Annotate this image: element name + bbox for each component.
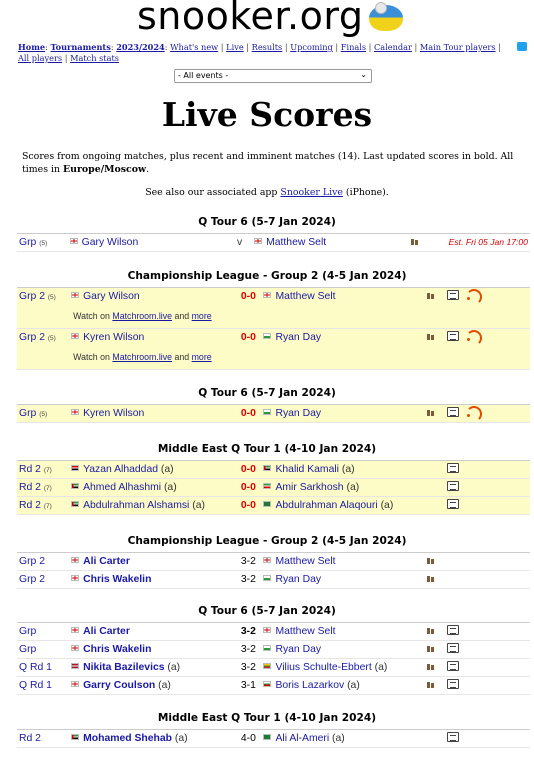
amateur-tag: (a) [161, 482, 177, 493]
score-table [17, 404, 530, 423]
score[interactable]: 3-2 [235, 641, 261, 659]
icon-cell [420, 553, 442, 571]
player-2-cell [261, 659, 419, 677]
score[interactable]: 0-0 [235, 461, 261, 479]
player-2-name[interactable]: Boris Lazarkov [275, 680, 345, 691]
frame-scores-icon[interactable] [447, 625, 459, 635]
best-of: (7) [43, 503, 52, 510]
player-1-cell [69, 730, 235, 748]
round-cell[interactable] [17, 497, 69, 515]
player-2-cell [261, 288, 419, 306]
player-1-cell [69, 659, 235, 677]
player-2-cell [261, 571, 419, 589]
extra-cell [464, 659, 530, 677]
player-2-name[interactable]: Matthew Selt [275, 556, 336, 567]
flag-icon [71, 501, 79, 507]
player-1-cell [69, 497, 235, 515]
watch-and: and [172, 311, 192, 322]
nav-upcoming[interactable]: Upcoming [290, 42, 333, 52]
round-cell[interactable] [17, 288, 69, 306]
score[interactable]: 0-0 [235, 288, 261, 306]
score[interactable]: 0-0 [235, 405, 261, 423]
see-also-suffix: (iPhone). [342, 187, 389, 198]
spacer-cell [17, 347, 69, 370]
round-label[interactable]: Q Rd 1 [19, 680, 52, 691]
frame-scores-icon[interactable] [447, 661, 459, 671]
section-title: Championship League - Group 2 (4-5 Jan 2024) [127, 270, 407, 282]
best-of: (5) [47, 294, 56, 302]
round-cell[interactable] [17, 571, 69, 589]
flag-icon [71, 645, 79, 651]
icon-cell [420, 571, 442, 589]
score[interactable]: 3-2 [235, 659, 261, 677]
player-2-name[interactable]: Ali Al-Ameri [275, 733, 330, 744]
score-table [17, 729, 530, 748]
player-2-name[interactable]: Ryan Day [275, 332, 322, 344]
app-link[interactable]: Snooker Live [280, 187, 343, 198]
match-row[interactable] [17, 730, 530, 748]
player-2-name[interactable]: Vilius Schulte-Ebbert [275, 662, 372, 673]
icon-cell [442, 571, 464, 589]
icon-cell [442, 677, 464, 695]
score[interactable]: 0-0 [235, 329, 261, 347]
icon-cell [420, 461, 442, 479]
round-label[interactable]: Rd 2 [19, 500, 41, 511]
player-1-cell [68, 234, 228, 252]
watch-row [17, 306, 530, 329]
score-table [17, 233, 530, 252]
nav-all-players[interactable]: All players [18, 53, 63, 63]
estimated-start: Est. Fri 05 Jan 17:00 [448, 237, 528, 247]
player-1-cell [69, 677, 235, 695]
frame-scores-icon[interactable] [447, 499, 459, 509]
player-1-cell [69, 329, 235, 347]
round-cell[interactable] [17, 659, 69, 677]
player-2-name[interactable]: Matthew Selt [275, 626, 336, 637]
icon-cell [420, 730, 442, 748]
icon-cell [442, 553, 464, 571]
player-1-cell [69, 405, 235, 423]
player-2-cell [261, 623, 419, 641]
stats-icon[interactable] [426, 627, 436, 634]
logo-text[interactable]: snooker.org [137, 0, 364, 38]
player-1-name[interactable]: Gary Wilson [81, 237, 139, 248]
match-row[interactable] [17, 553, 530, 571]
icon-cell [404, 234, 425, 252]
extra-cell [464, 623, 530, 641]
player-2-cell [261, 405, 419, 423]
icon-cell [442, 288, 464, 306]
round-cell[interactable] [17, 623, 69, 641]
icon-cell [442, 329, 464, 347]
score[interactable]: v [227, 234, 252, 252]
flag-icon [263, 483, 271, 489]
nav-whats-new[interactable]: What's new [170, 42, 219, 52]
player-1-name[interactable]: Nikita Bazilevics [83, 662, 165, 673]
watch-text [71, 311, 212, 321]
frame-scores-icon[interactable] [447, 679, 459, 689]
icon-cell [442, 623, 464, 641]
nav-finals[interactable]: Finals [340, 42, 367, 52]
player-1-cell [69, 479, 235, 497]
icon-cell [420, 288, 442, 306]
stats-icon[interactable] [426, 292, 436, 299]
flag-icon [263, 292, 271, 298]
amateur-tag: (a) [158, 464, 174, 475]
stats-icon[interactable] [426, 575, 436, 582]
extra-cell [464, 571, 530, 589]
match-row[interactable] [17, 234, 530, 252]
watch-cell [69, 306, 530, 329]
extra-cell [464, 461, 530, 479]
stats-icon[interactable] [426, 681, 436, 688]
match-row[interactable] [17, 329, 530, 347]
round-cell[interactable] [17, 329, 69, 347]
flag-icon [70, 238, 78, 244]
score-table [17, 552, 530, 589]
site-logo[interactable] [0, 0, 534, 40]
icon-cell [420, 677, 442, 695]
best-of: (7) [43, 467, 52, 474]
round-cell[interactable] [17, 234, 68, 252]
watch-text [71, 352, 212, 362]
extra-cell [464, 641, 530, 659]
icon-cell [442, 730, 464, 748]
flag-icon [71, 483, 79, 489]
player-2-name[interactable]: Amir Sarkhosh [275, 482, 344, 493]
flag-icon [263, 734, 271, 740]
chevron-down-icon: ⌄ [360, 70, 367, 79]
section-title: Q Tour 6 (5-7 Jan 2024) [198, 605, 336, 617]
live-stream-icon[interactable] [466, 290, 478, 300]
amateur-tag: (a) [338, 464, 355, 475]
nav-match-stats[interactable]: Match stats [70, 53, 119, 63]
stats-icon[interactable] [426, 557, 436, 564]
live-stream-icon[interactable] [466, 407, 478, 417]
player-1-cell [69, 641, 235, 659]
round-label[interactable]: Grp [19, 626, 37, 637]
frame-scores-icon[interactable] [447, 732, 459, 742]
match-row[interactable] [17, 641, 530, 659]
watch-prefix: Watch on [73, 352, 113, 363]
extra-cell [464, 553, 530, 571]
extra-cell [464, 730, 530, 748]
icon-cell [420, 641, 442, 659]
round-label[interactable]: Q Rd 1 [19, 662, 52, 673]
nav-calendar[interactable]: Calendar [374, 42, 412, 52]
amateur-tag: (a) [164, 662, 181, 673]
twitter-icon[interactable] [517, 42, 527, 51]
best-of: (5) [47, 335, 56, 343]
flag-icon [71, 663, 79, 669]
flag-icon [263, 681, 271, 687]
nav-home[interactable]: Home [18, 42, 46, 52]
score[interactable]: 0-0 [235, 479, 261, 497]
spacer-cell [17, 306, 69, 329]
round-cell[interactable] [17, 553, 69, 571]
player-1-name[interactable]: Mohamed Shehab [83, 733, 173, 744]
score[interactable]: 3-2 [235, 571, 261, 589]
best-of: (5) [39, 411, 48, 418]
player-2-name[interactable]: Khalid Kamali [275, 464, 339, 475]
see-also-prefix: See also our associated app [145, 187, 281, 198]
round-label[interactable]: Grp 2 [19, 556, 45, 567]
icon-cell [442, 659, 464, 677]
timezone: Europe/Moscow [63, 164, 147, 175]
match-row[interactable] [17, 288, 530, 306]
player-2-cell [261, 497, 419, 515]
event-select-value: - All events - [178, 71, 229, 80]
round-label[interactable]: Grp 2 [19, 291, 45, 303]
intro-prefix: Scores from ongoing matches, plus recent and imminent matches (14). Last updated scores in bold. All times in [22, 151, 514, 175]
extra-cell [464, 405, 530, 423]
extra-cell [464, 288, 530, 306]
score-table [17, 622, 530, 695]
intro-text [22, 150, 514, 176]
player-2-name[interactable]: Ryan Day [275, 408, 322, 419]
icon-cell [426, 234, 447, 252]
player-2-cell [261, 479, 419, 497]
player-2-cell [261, 677, 419, 695]
player-1-name[interactable]: Abdulrahman Alshamsi [83, 500, 190, 511]
player-2-name[interactable]: Matthew Selt [266, 237, 327, 248]
icon-cell [442, 479, 464, 497]
nav-tournaments[interactable]: Tournaments [50, 42, 111, 52]
stats-icon[interactable] [426, 645, 436, 652]
extra-cell [464, 479, 530, 497]
player-2-name[interactable]: Ryan Day [275, 574, 322, 585]
match-row[interactable] [17, 571, 530, 589]
amateur-tag: (a) [343, 482, 360, 493]
watch-cell [69, 347, 530, 370]
flag-icon [263, 627, 271, 633]
icon-cell [420, 405, 442, 423]
section-title: Q Tour 6 (5-7 Jan 2024) [198, 216, 336, 228]
icon-cell [420, 479, 442, 497]
score[interactable]: 0-0 [235, 497, 261, 515]
extra-cell [464, 497, 530, 515]
round-cell[interactable] [17, 405, 69, 423]
player-1-name[interactable]: Chris Wakelin [83, 574, 152, 585]
player-1-cell [69, 288, 235, 306]
nav-results[interactable]: Results [251, 42, 283, 52]
flag-icon [71, 409, 79, 415]
player-1-name[interactable]: Kyren Wilson [83, 332, 145, 344]
match-row[interactable] [17, 461, 530, 479]
flag-icon [263, 557, 271, 563]
round-label[interactable]: Grp 2 [19, 574, 45, 585]
player-2-cell [261, 461, 419, 479]
icon-cell [420, 497, 442, 515]
event-select[interactable] [174, 69, 372, 83]
section-title: Q Tour 6 (5-7 Jan 2024) [198, 387, 336, 399]
score[interactable]: 4-0 [235, 730, 261, 748]
icon-cell [442, 405, 464, 423]
round-label[interactable]: Grp [19, 644, 37, 655]
flag-icon [263, 465, 271, 471]
player-1-name[interactable]: Ahmed Alhashmi [83, 482, 162, 493]
match-row[interactable] [17, 497, 530, 515]
player-1-cell [69, 571, 235, 589]
flag-icon [71, 465, 79, 471]
amateur-tag: (a) [371, 662, 388, 673]
stats-icon[interactable] [426, 333, 436, 340]
more-link[interactable]: more [191, 352, 212, 363]
flag-icon [71, 292, 79, 298]
frame-scores-icon[interactable] [447, 463, 459, 473]
score[interactable]: 3-2 [235, 553, 261, 571]
frame-scores-icon[interactable] [447, 331, 459, 341]
player-1-name[interactable]: Ali Carter [83, 556, 130, 567]
nav-main-tour-players[interactable]: Main Tour players [419, 42, 496, 52]
player-1-name[interactable]: Chris Wakelin [83, 644, 152, 655]
score-table [17, 287, 530, 370]
icon-cell [442, 641, 464, 659]
frame-scores-icon[interactable] [447, 290, 459, 300]
watch-and: and [172, 352, 192, 363]
flag-icon [254, 238, 262, 244]
best-of: (7) [43, 485, 52, 492]
match-row[interactable] [17, 479, 530, 497]
amateur-tag: (a) [155, 680, 171, 691]
extra-cell [464, 329, 530, 347]
player-1-name[interactable]: Kyren Wilson [83, 408, 145, 419]
best-of: (5) [39, 240, 48, 247]
player-2-cell [261, 553, 419, 571]
section-title: Middle East Q Tour 1 (4-10 Jan 2024) [157, 443, 377, 455]
section-title: Championship League - Group 2 (4-5 Jan 2024) [127, 535, 407, 547]
icon-cell [420, 659, 442, 677]
player-1-name[interactable]: Ali Carter [83, 626, 130, 637]
frame-scores-icon[interactable] [447, 643, 459, 653]
round-label[interactable]: Rd 2 [19, 733, 41, 744]
flag-icon [263, 663, 271, 669]
player-1-cell [69, 553, 235, 571]
round-label[interactable]: Grp [19, 237, 37, 248]
stats-icon[interactable] [426, 663, 436, 670]
player-1-cell [69, 623, 235, 641]
flag-icon [71, 627, 79, 633]
player-2-cell [261, 329, 419, 347]
player-2-name[interactable]: Matthew Selt [275, 291, 336, 303]
watch-row [17, 347, 530, 370]
more-link[interactable]: more [191, 311, 212, 322]
round-cell[interactable] [17, 677, 69, 695]
live-stream-icon[interactable] [466, 331, 478, 341]
amateur-tag: (a) [344, 680, 360, 691]
intro-suffix: . [146, 164, 150, 175]
extra-cell [464, 677, 530, 695]
player-2-name[interactable]: Ryan Day [275, 644, 322, 655]
nav-live[interactable]: Live [226, 42, 244, 52]
round-cell[interactable] [17, 479, 69, 497]
round-cell[interactable] [17, 461, 69, 479]
flag-icon [71, 734, 79, 740]
flag-icon [263, 501, 271, 507]
flag-icon [71, 333, 79, 339]
matchroom-link[interactable]: Matchroom.live [112, 352, 173, 363]
flag-icon [263, 575, 271, 581]
player-1-name[interactable]: Garry Coulson [83, 680, 156, 691]
match-row[interactable] [17, 405, 530, 423]
player-2-name[interactable]: Abdulrahman Alaqouri [275, 500, 378, 511]
section-title: Middle East Q Tour 1 (4-10 Jan 2024) [157, 712, 377, 724]
stats-icon[interactable] [410, 238, 420, 245]
player-1-name[interactable]: Yazan Alhaddad [83, 464, 159, 475]
main-nav: Home: Tournaments: 2023/2024: What's new | Live | Results | Upcoming | Finals | Calendar | Main Tour players | All players | Match stats [18, 42, 501, 63]
flag-icon [263, 333, 271, 339]
stats-icon[interactable] [426, 409, 436, 416]
match-row[interactable] [17, 677, 530, 695]
amateur-tag: (a) [189, 500, 205, 511]
player-2-cell [261, 641, 419, 659]
flag-icon [71, 557, 79, 563]
flag-icon [263, 409, 271, 415]
flag-icon [71, 681, 79, 687]
player-1-cell [69, 461, 235, 479]
snooker-ball-icon [369, 5, 403, 31]
score[interactable]: 3-1 [235, 677, 261, 695]
amateur-tag: (a) [329, 733, 345, 744]
player-2-cell [261, 730, 419, 748]
player-2-cell [252, 234, 404, 252]
flag-icon [263, 645, 271, 651]
match-row[interactable] [17, 659, 530, 677]
icon-cell [420, 329, 442, 347]
frame-scores-icon[interactable] [447, 481, 459, 491]
round-label[interactable]: Rd 2 [19, 464, 41, 475]
player-1-name[interactable]: Gary Wilson [83, 291, 140, 303]
amateur-tag: (a) [172, 733, 188, 744]
amateur-tag: (a) [377, 500, 394, 511]
icon-cell [442, 497, 464, 515]
extra-cell [447, 234, 530, 252]
score[interactable]: 3-2 [235, 623, 261, 641]
watch-prefix: Watch on [73, 311, 113, 322]
round-label[interactable]: Rd 2 [19, 482, 41, 493]
round-cell[interactable] [17, 641, 69, 659]
see-also [0, 187, 534, 198]
flag-icon [71, 575, 79, 581]
icon-cell [420, 623, 442, 641]
round-cell[interactable] [17, 730, 69, 748]
icon-cell [442, 461, 464, 479]
nav-season[interactable]: 2023/2024 [116, 42, 165, 52]
round-label[interactable]: Grp 2 [19, 332, 45, 344]
page-title: Live Scores [161, 95, 373, 134]
round-label[interactable]: Grp [19, 408, 37, 419]
matchroom-link[interactable]: Matchroom.live [112, 311, 173, 322]
frame-scores-icon[interactable] [447, 407, 459, 417]
match-row[interactable] [17, 623, 530, 641]
score-table [17, 460, 530, 515]
